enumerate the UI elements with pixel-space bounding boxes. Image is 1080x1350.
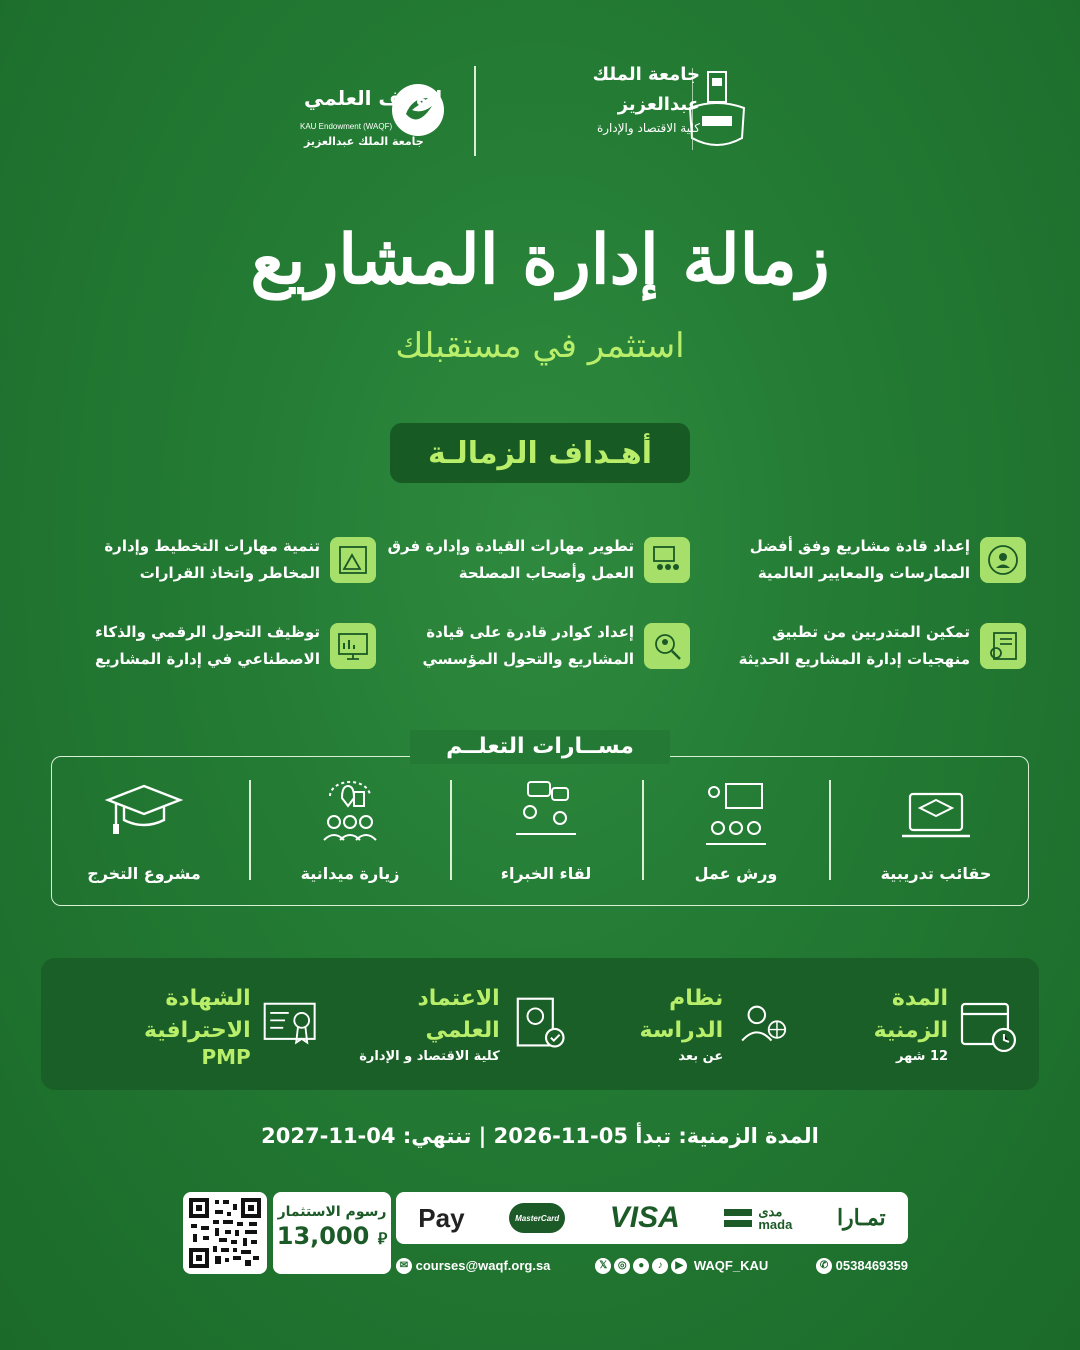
goal-item: [370, 616, 690, 676]
goal-text: تنمية مهارات التخطيط وإدارة المخاطر واتخاذ القرارات: [104, 537, 320, 582]
social-links: [595, 1258, 771, 1275]
certificate-title: الشهادة الاحترافية: [143, 986, 251, 1043]
email-contact[interactable]: [396, 1258, 550, 1275]
path-divider: [249, 780, 251, 880]
digital-board-icon: [330, 623, 376, 669]
waqf-university: جامعة الملك عبدالعزيز: [304, 135, 424, 148]
mail-icon: ✉: [396, 1258, 412, 1274]
info-certificate: [66, 986, 318, 1069]
goals-heading: أهـداف الزمالـة: [390, 423, 690, 483]
info-text: [590, 983, 723, 1067]
goal-item: [706, 616, 1026, 676]
email-text: courses@waqf.org.sa: [415, 1257, 551, 1273]
mada-ar-text: مدى: [758, 1204, 783, 1219]
fee-value: [273, 1222, 391, 1250]
path-item: [64, 778, 224, 883]
dates-label: المدة الزمنية: تبدأ: [635, 1124, 819, 1148]
expert-meeting-icon: [506, 778, 586, 848]
graduation-cap-icon: [104, 778, 184, 848]
path-item: [656, 778, 816, 883]
header: [0, 60, 1080, 170]
tiktok-icon[interactable]: ♪: [652, 1258, 668, 1274]
path-label: لقاء الخبراء: [500, 864, 592, 883]
study-value: عن بعد: [678, 1049, 724, 1064]
path-label: حقائب تدريبية: [880, 864, 992, 883]
page-subtitle: استثمر في مستقبلك: [395, 326, 685, 366]
goal-item: [370, 530, 690, 590]
mastercard-logo: [509, 1203, 565, 1233]
workshop-icon: [696, 778, 776, 848]
start-date: 2026-11-05: [493, 1124, 628, 1148]
phone-icon: ✆: [816, 1258, 832, 1274]
goal-item: [56, 530, 376, 590]
program-dates: [0, 1124, 1080, 1148]
report-gear-icon: [980, 623, 1026, 669]
contact-bar: [396, 1254, 908, 1278]
path-divider: [450, 780, 452, 880]
field-visit-icon: [310, 778, 390, 848]
people-search-icon: [644, 623, 690, 669]
dates-separator: |: [471, 1124, 487, 1148]
mastercard-text: MasterCard: [515, 1213, 560, 1223]
kau-name: جامعة الملك عبدالعزيز: [592, 64, 700, 115]
info-accreditation: [340, 986, 570, 1064]
goal-text: توظيف التحول الرقمي والذكاء الاصطناعي في إدارة المشاريع: [95, 623, 320, 668]
fee-label: رسوم الاستثمار: [277, 1204, 387, 1220]
info-study-mode: [590, 986, 790, 1064]
online-learner-icon: [733, 994, 790, 1056]
study-title: نظام الدراسة: [639, 986, 724, 1043]
path-item: [466, 778, 626, 883]
mada-logo: [724, 1205, 792, 1231]
accredited-document-icon: [510, 994, 570, 1056]
visa-logo: VISA: [609, 1201, 680, 1234]
riyal-icon: ⃁: [377, 1229, 388, 1248]
path-label: مشروع التخرج: [87, 864, 201, 883]
certificate-icon: [261, 994, 318, 1056]
path-label: زيارة ميدانية: [300, 864, 400, 883]
info-text: [66, 983, 251, 1067]
instagram-icon[interactable]: ◎: [614, 1258, 630, 1274]
x-icon[interactable]: 𝕏: [595, 1258, 611, 1274]
accreditation-value: كلية الاقتصاد و الإدارة: [359, 1049, 500, 1064]
goal-text: تمكين المتدربين من تطبيق منهجيات إدارة المشاريع الحديثة: [738, 623, 970, 668]
mada-en-text: mada: [758, 1217, 793, 1232]
learning-paths-heading: مســارات التعلــم: [410, 730, 670, 764]
apple-pay-logo: [418, 1203, 464, 1234]
snapchat-icon[interactable]: ●: [633, 1258, 649, 1274]
team-presentation-icon: [644, 537, 690, 583]
duration-title: المدة الزمنية: [873, 986, 949, 1043]
info-text: [340, 983, 500, 1067]
goal-text: إعداد كوادر قادرة على قيادة المشاريع والتحول المؤسسي: [422, 623, 634, 668]
planning-blueprint-icon: [330, 537, 376, 583]
payment-methods: [396, 1192, 908, 1244]
goal-item: [706, 530, 1026, 590]
path-item: [856, 778, 1016, 883]
qr-code[interactable]: [183, 1192, 267, 1274]
qr-code-icon: [189, 1198, 261, 1268]
kau-logo-text: [525, 60, 700, 136]
certificate-value: PMP: [201, 1045, 251, 1069]
mada-bars-icon: [724, 1207, 752, 1229]
fee-amount: 13,000: [276, 1222, 370, 1250]
calendar-clock-icon: [958, 994, 1020, 1056]
goal-text: إعداد قادة مشاريع وفق أفضل الممارسات والمعايير العالمية: [749, 537, 970, 582]
info-duration: [810, 986, 1020, 1064]
goal-text: تطوير مهارات القيادة وإدارة فرق العمل وأصحاب المصلحة: [387, 537, 634, 582]
goal-item: [56, 616, 376, 676]
kau-college: كلية الاقتصاد والإدارة: [596, 121, 700, 135]
end-label: تنتهي:: [402, 1124, 472, 1148]
youtube-icon[interactable]: ▶: [671, 1258, 687, 1274]
leader-network-icon: [980, 537, 1026, 583]
social-handle: WAQF_KAU: [693, 1257, 769, 1273]
waqf-name-en: KAU Endowment (WAQF): [300, 122, 393, 131]
phone-contact[interactable]: [816, 1258, 908, 1275]
waqf-logo: [300, 80, 465, 170]
waqf-name-ar: الوقف العلمي: [304, 86, 443, 110]
path-divider: [642, 780, 644, 880]
path-divider: [829, 780, 831, 880]
investment-fee: [273, 1192, 391, 1274]
duration-value: 12 شهر: [896, 1049, 949, 1064]
apple-pay-text: Pay: [418, 1202, 465, 1233]
path-label: ورش عمل: [694, 864, 778, 883]
phone-text: 0538469359: [835, 1257, 908, 1273]
end-date: 2027-11-04: [261, 1124, 396, 1148]
path-item: [270, 778, 430, 883]
page-title: زمالة إدارة المشاريع: [250, 220, 830, 300]
laptop-graduation-icon: [896, 778, 976, 848]
info-text: [810, 983, 948, 1067]
accreditation-title: الاعتماد العلمي: [417, 986, 500, 1043]
header-divider: [474, 66, 476, 156]
tamara-logo: تمـارا: [836, 1205, 886, 1230]
